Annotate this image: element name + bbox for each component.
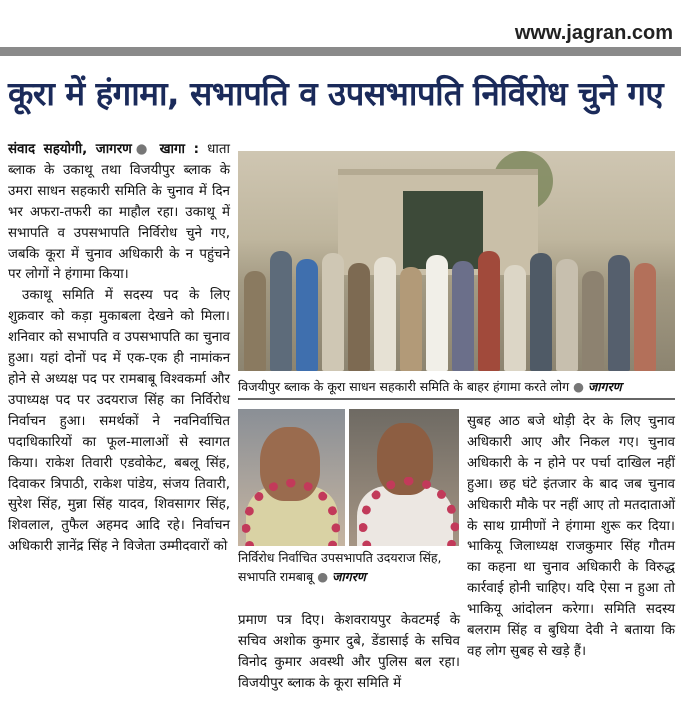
crowd-person	[452, 261, 474, 371]
bullet-icon: ●	[131, 142, 152, 157]
article-paragraph-1	[8, 140, 230, 286]
portrait-photo-udayraj	[238, 409, 345, 546]
article-paragraph-3: प्रमाण पत्र दिए। केशवरायपुर केवटमई के सचिव अशोक कुमार दुबे, डेंडासाई के सचिव विनोद कुमार अवस्थी और पुलिस बल रहा। विजयीपुर ब्लाक के कूरा समिति में	[238, 613, 460, 691]
crowd-person	[556, 259, 578, 371]
portrait-caption	[238, 548, 462, 586]
article-paragraph-4: सुबह आठ बजे थोड़ी देर के लिए चुनाव अधिकारी आए और निकल गए। चुनाव अधिकारी के न होने पर पर्चा दाखिल नहीं हुआ। छह घंटे इंतजार के बाद जब चुनाव अधिकारी मौके पर नहीं आए तो मतदाताओं के साथ ग्रामीणों ने हंगामा शुरू कर दिया। भाकियू जिलाध्यक्ष राजकुमार सिंह गौतम का कहना था चुनाव अधिकारी के विरुद्ध कार्रवाई होनी चाहिए। यदि ऐसा न हुआ तो भाकियू आंदोलन करेगा। समिति सदस्य बलराम सिंह व बुधिया देवी ने बताया कि वह लोग सुबह से खड़े हैं।	[467, 414, 675, 659]
main-photo-caption	[238, 377, 675, 397]
article-column-middle	[238, 611, 460, 695]
crowd-person	[270, 251, 292, 371]
paragraph-text: धाता ब्लाक के उकाथू तथा विजयीपुर ब्लाक के उमरा साधन सहकारी समिति के चुनाव में दिन भर अफरा-तफरी का माहौल रहा। उकाथू में सभापति व उपसभापति निर्विरोध चुने गए, जबकि कूरा में चुनाव अधिकारी के न पहुंचने पर लोगों ने हंगामा किया।	[8, 142, 230, 283]
article-column-right	[467, 412, 675, 663]
caption-text: विजयीपुर ब्लाक के कूरा साधन सहकारी समिति के बाहर हंगामा करते लोग	[238, 379, 570, 394]
site-url[interactable]: www.jagran.com	[514, 22, 673, 44]
crowd-person	[244, 271, 266, 371]
bullet-icon: ●	[317, 569, 329, 584]
crowd-person	[634, 263, 656, 371]
caption-text: निर्विरोध निर्वाचित उपसभापति उदयराज सिंह, सभापति रामबाबू	[238, 550, 442, 584]
byline-reporter: संवाद सहयोगी, जागरण	[8, 142, 132, 157]
crowd-person	[530, 253, 552, 371]
main-photo	[238, 151, 675, 371]
portrait-garland	[242, 479, 340, 546]
crowd-person	[322, 253, 344, 371]
photo-crowd	[238, 241, 675, 371]
caption-separator	[238, 398, 675, 400]
crowd-person	[296, 259, 318, 371]
crowd-person	[374, 257, 396, 371]
article-paragraph-2: उकाथू समिति में सदस्य पद के लिए शुक्रवार को कड़ा मुकाबला देखने को मिला। शनिवार को सभापति व उपसभापति का चुनाव हुआ। यहां दोनों पद में एक-एक ही नामांकन होने से अध्यक्ष पद पर रामबाबू विश्वकर्मा और उपाध्यक्ष पद पर उदयराज सिंह का निर्विरोध निर्वाचन हुआ। समर्थकों ने नवनिर्वाचित पदाधिकारियों का फूल-मालाओं से स्वागत किया। राकेश तिवारी एडवोकेट, बबलू सिंह, दिवाकर त्रिपाठी, राकेश पांडेय, संजय तिवारी, सुरेश सिंह, मुन्ना सिंह यादव, शिवसागर सिंह, शिवलाल, तुफैल अहमद आदि रहे। निर्वाचन अधिकारी ज्ञानेंद्र सिंह ने विजेता उम्मीदवारों को	[8, 288, 230, 555]
article-column-left	[8, 140, 230, 558]
headline: कूरा में हंगामा, सभापति व उपसभापति निर्विरोध चुने गए	[8, 74, 664, 113]
crowd-person	[478, 251, 500, 371]
crowd-person	[348, 263, 370, 371]
crowd-person	[400, 267, 422, 371]
crowd-person	[608, 255, 630, 371]
caption-credit: जागरण	[332, 569, 366, 584]
crowd-person	[426, 255, 448, 371]
portrait-photo-rambabu	[349, 409, 459, 546]
byline-place: खागा :	[159, 142, 199, 157]
portrait-garland	[359, 477, 459, 546]
crowd-person	[582, 271, 604, 371]
crowd-person	[504, 265, 526, 371]
header-rule	[0, 47, 681, 56]
bullet-icon: ●	[573, 379, 585, 394]
caption-credit: जागरण	[588, 379, 622, 394]
